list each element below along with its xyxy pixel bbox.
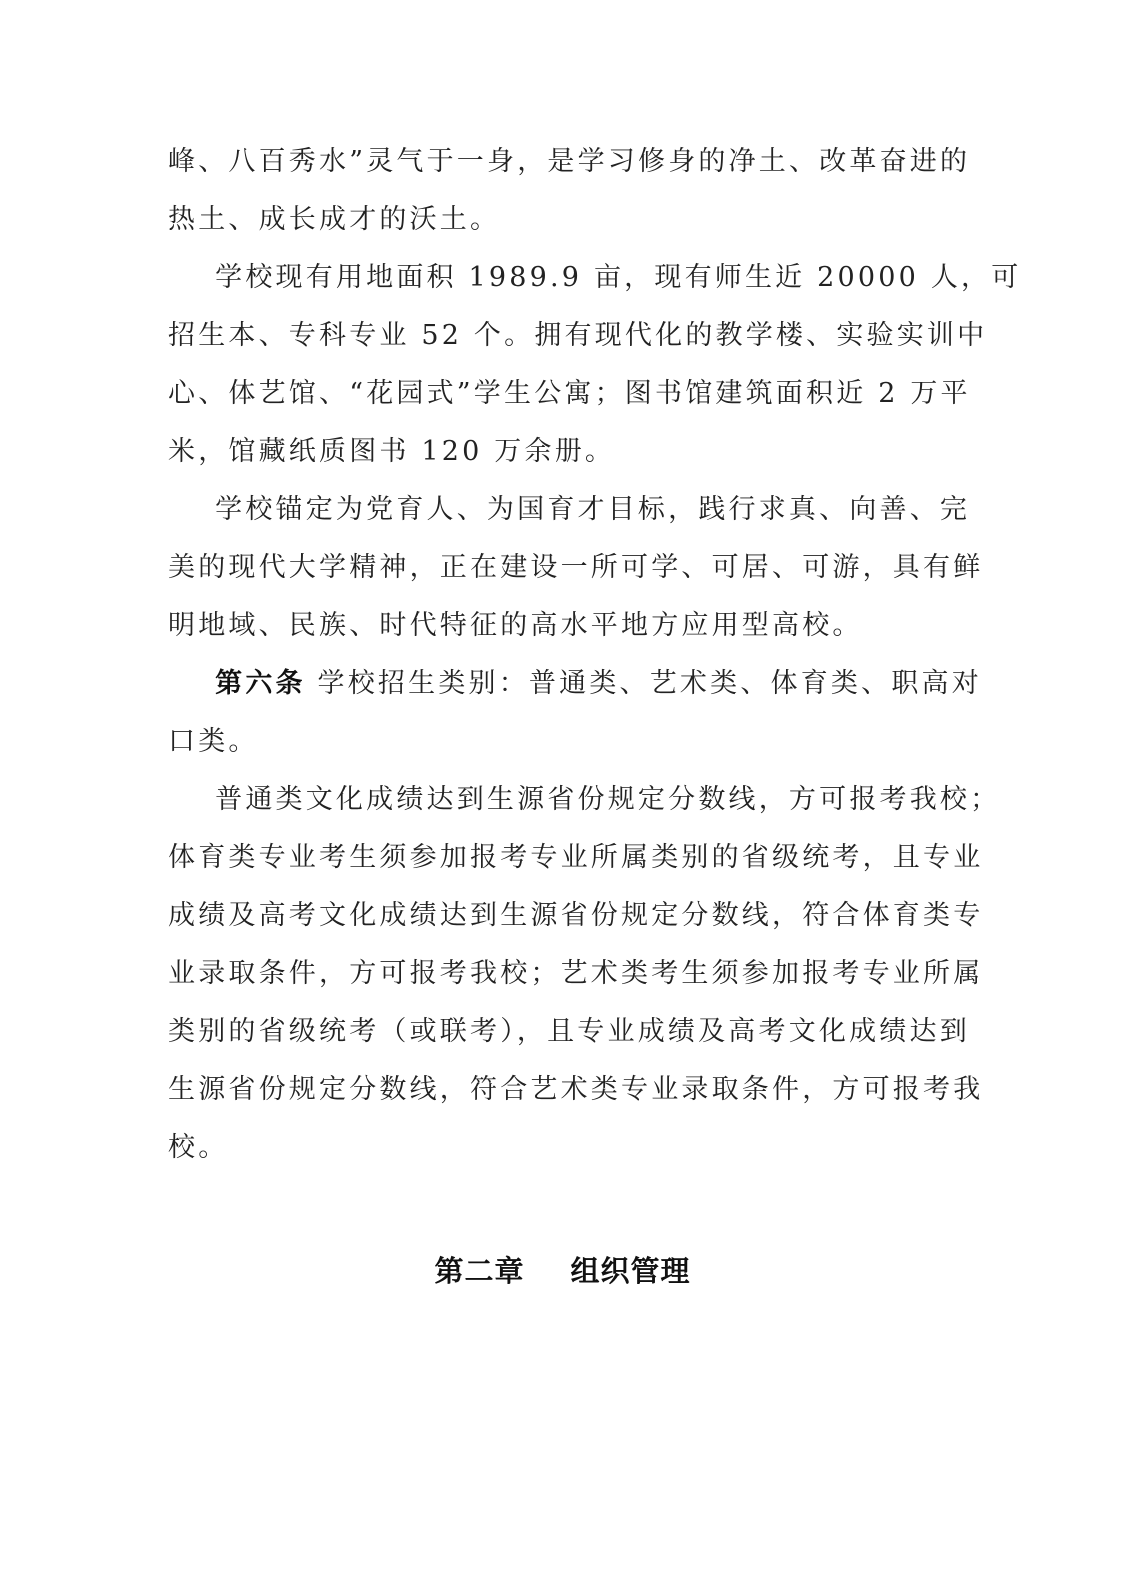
paragraph-line: 峰、八百秀水”灵气于一身，是学习修身的净土、改革奋进的 (168, 146, 971, 177)
paragraph-line: 招生本、专科专业 52 个。拥有现代化的教学楼、实验实训中 (168, 320, 988, 351)
paragraph-line: 学校锚定为党育人、为国育才目标，践行求真、向善、完 (168, 494, 971, 525)
article-6-line (168, 655, 982, 713)
article-label: 第六条 (215, 668, 306, 699)
article-indent (168, 668, 215, 699)
paragraph-line: 成绩及高考文化成绩达到生源省份规定分数线，符合体育类专 (168, 900, 984, 931)
paragraph-line: 学校现有用地面积 1989.9 亩，现有师生近 20000 人，可 (168, 262, 1022, 293)
paragraph-line: 校。 (168, 1132, 229, 1163)
paragraph-line: 心、体艺馆、“花园式”学生公寓；图书馆建筑面积近 2 万平 (168, 378, 971, 409)
article-text: 学校招生类别：普通类、艺术类、体育类、职高对 (305, 668, 982, 699)
paragraph-line: 明地域、民族、时代特征的高水平地方应用型高校。 (168, 610, 863, 641)
paragraph-line: 类别的省级统考（或联考），且专业成绩及高考文化成绩达到 (168, 1016, 970, 1047)
paragraph-line: 体育类专业考生须参加报考专业所属类别的省级统考，且专业 (168, 842, 984, 873)
body-text (168, 133, 1022, 1177)
paragraph-line: 业录取条件，方可报考我校；艺术类考生须参加报考专业所属 (168, 958, 984, 989)
chapter-heading (0, 1242, 1125, 1300)
paragraph-line: 米，馆藏纸质图书 120 万余册。 (168, 436, 616, 467)
paragraph-line: 口类。 (168, 726, 259, 757)
paragraph-line: 热土、成长成才的沃土。 (168, 204, 501, 235)
paragraph-line: 普通类文化成绩达到生源省份规定分数线，方可报考我校； (168, 784, 1001, 815)
paragraph-line: 美的现代大学精神，正在建设一所可学、可居、可游，具有鲜 (168, 552, 984, 583)
chapter-title: 组织管理 (570, 1254, 691, 1288)
chapter-number: 第二章 (434, 1254, 525, 1288)
paragraph-line: 生源省份规定分数线，符合艺术类专业录取条件，方可报考我 (168, 1074, 984, 1105)
